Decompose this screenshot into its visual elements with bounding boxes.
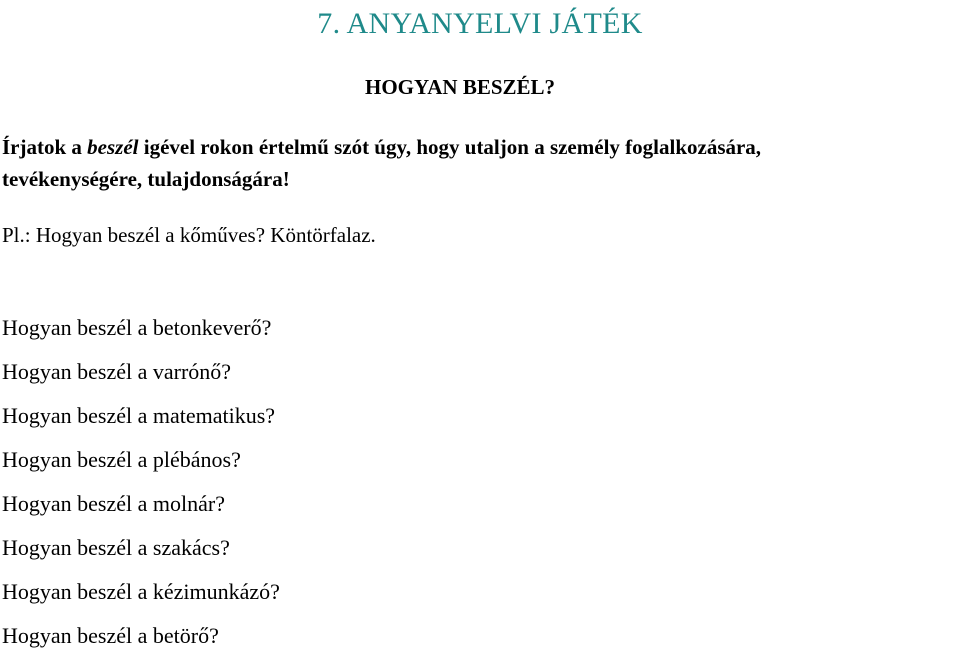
- question-item: Hogyan beszél a betonkeverő?: [2, 315, 272, 340]
- instruction-emphasis-word: beszél: [87, 135, 139, 159]
- instruction-text-end: igével rokon értelmű szót úgy, hogy utaljon a személy foglalkozására,: [138, 135, 762, 159]
- question-item: Hogyan beszél a varrónő?: [2, 359, 232, 384]
- question-item: Hogyan beszél a plébános?: [2, 447, 241, 472]
- question-item: Hogyan beszél a kézimunkázó?: [2, 579, 280, 604]
- question-item: Hogyan beszél a matematikus?: [2, 403, 276, 428]
- question-list: [2, 306, 280, 658]
- example-line: Pl.: Hogyan beszél a kőműves? Köntörfalaz.: [2, 223, 376, 247]
- question-item: Hogyan beszél a betörő?: [2, 623, 219, 648]
- instruction-line-1: [2, 131, 960, 163]
- instruction-line-2: tevékenységére, tulajdonságára!: [2, 167, 290, 191]
- instruction-paragraph: [2, 131, 960, 195]
- question-item: Hogyan beszél a molnár?: [2, 491, 225, 516]
- page-title: 7. ANYANYELVI JÁTÉK: [317, 7, 643, 40]
- question-item: Hogyan beszél a szakács?: [2, 535, 230, 560]
- instruction-text-start: Írjatok a: [2, 135, 88, 159]
- section-subtitle: HOGYAN BESZÉL?: [365, 75, 556, 99]
